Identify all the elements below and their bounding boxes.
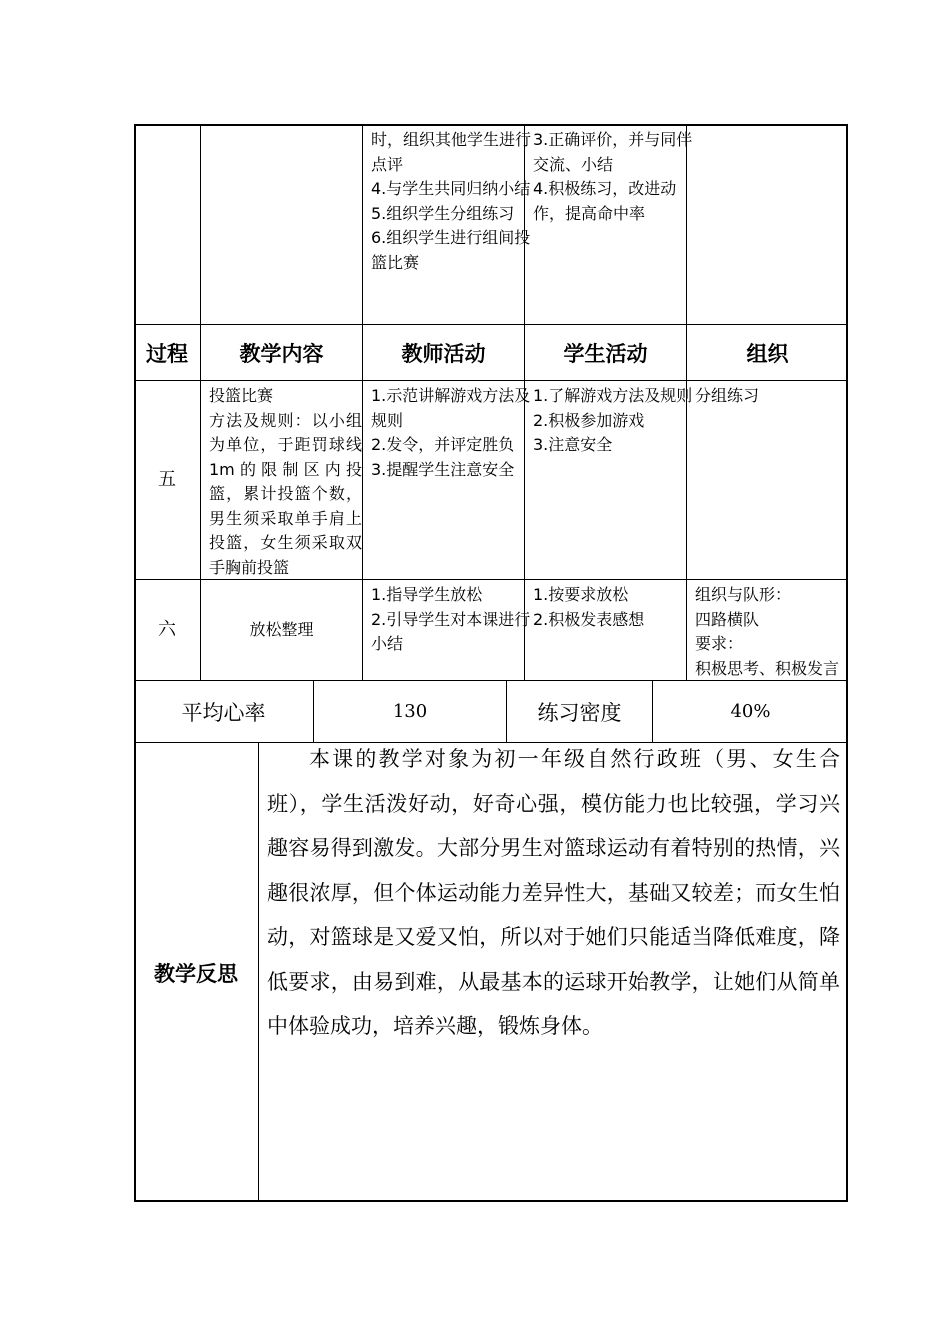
row-content-6: 放松整理 bbox=[249, 619, 314, 639]
header-organization: 组织 bbox=[746, 341, 789, 366]
row-process-6: 六 bbox=[158, 618, 176, 640]
student-line: 1.按要求放松 bbox=[533, 585, 629, 604]
header-student: 学生活动 bbox=[563, 341, 648, 366]
teacher-line: 5.组织学生分组练习 bbox=[371, 203, 515, 223]
organization-line: 组织与队形： bbox=[695, 585, 792, 604]
organization-line: 积极思考、积极发言 bbox=[695, 658, 840, 678]
header-content: 教学内容 bbox=[239, 341, 324, 366]
teacher-line: 1.示范讲解游戏方法及规则 bbox=[371, 386, 531, 430]
student-line: 3.正确评价，并与同伴交流、小结 bbox=[533, 130, 693, 174]
row-organization-5 bbox=[687, 382, 856, 409]
density-label: 练习密度 bbox=[537, 700, 622, 725]
heart-rate-value: 130 bbox=[392, 701, 428, 722]
header-teacher: 教师活动 bbox=[401, 341, 486, 366]
organization-line: 要求： bbox=[695, 634, 744, 653]
heart-rate-label: 平均心率 bbox=[181, 700, 266, 725]
content-rules: 方法及规则：以小组为单位，于距罚球线1m的限制区内投篮，累计投篮个数，男生须采取单手肩上投篮，女生须采取双手胸前投篮 bbox=[209, 410, 362, 577]
row-teacher-5 bbox=[363, 382, 532, 482]
header-process: 过程 bbox=[146, 341, 188, 366]
teacher-line: 1.指导学生放松 bbox=[371, 585, 483, 604]
row-divider bbox=[134, 380, 848, 381]
row-process-5: 五 bbox=[158, 468, 176, 490]
teacher-line: 2.发令，并评定胜负 bbox=[371, 435, 515, 454]
row-student-5 bbox=[525, 382, 694, 458]
student-line: 2.积极发表感想 bbox=[533, 609, 645, 629]
continued-teacher-activity bbox=[363, 126, 532, 275]
density-value: 40% bbox=[730, 701, 771, 722]
row-content-5 bbox=[201, 382, 370, 580]
continued-student-activity bbox=[525, 126, 694, 226]
row-student-6 bbox=[525, 581, 694, 632]
reflection-text-box bbox=[259, 737, 848, 1049]
teacher-line: 2.引导学生对本课进行小结 bbox=[371, 609, 531, 653]
reflection-label: 教学反思 bbox=[154, 961, 238, 986]
content-title: 投篮比赛 bbox=[209, 386, 274, 405]
teacher-line: 3.提醒学生注意安全 bbox=[371, 459, 515, 479]
student-line: 1.了解游戏方法及规则 bbox=[533, 386, 693, 405]
row-teacher-6 bbox=[363, 581, 532, 657]
organization-line: 分组练习 bbox=[695, 386, 760, 405]
row-organization-6 bbox=[687, 581, 856, 681]
student-line: 2.积极参加游戏 bbox=[533, 410, 645, 430]
student-line: 4.积极练习，改进动作，提高命中率 bbox=[533, 179, 677, 223]
teacher-line: 4.与学生共同归纳小结 bbox=[371, 179, 531, 198]
student-line: 3.注意安全 bbox=[533, 435, 613, 454]
organization-line: 四路横队 bbox=[695, 609, 760, 629]
teacher-line: 6.组织学生进行组间投篮比赛 bbox=[371, 228, 531, 272]
teacher-line: 时，组织其他学生进行点评 bbox=[371, 130, 532, 174]
reflection-text: 本课的教学对象为初一年级自然行政班（男、女生合班），学生活泼好动，好奇心强，模仿能力也比较强，学习兴趣容易得到激发。大部分男生对篮球运动有着特别的热情，兴趣很浓厚，但个体运动能力差异性大，基础又较差；而女生怕动，对篮球是又爱又怕，所以对于她们只能适当降低难度，降低要求，由易到难，从最基本的运球开始教学，让她们从简单中体验成功，培养兴趣，锻炼身体。 bbox=[267, 747, 840, 1038]
